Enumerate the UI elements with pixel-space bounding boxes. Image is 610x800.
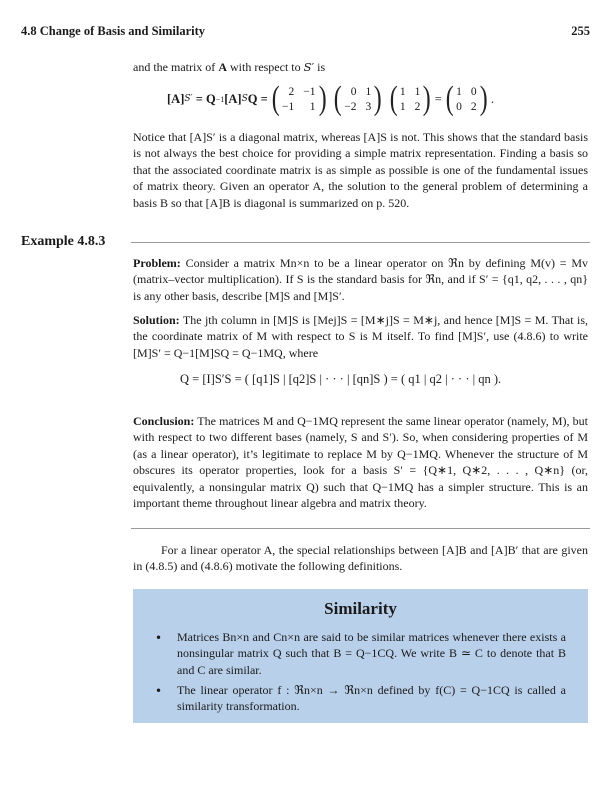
intro-line: and the matrix of A with respect to S′ is (133, 60, 326, 74)
definition-similarity-transformation: The linear operator f : ℜn×n → ℜn×n defined by f(C) = Q−1CQ is called a similarity transformation. (177, 683, 566, 714)
solution-paragraph: Solution: The jth column in [M]S is [Mej]S = [M∗j]S = M∗j, and hence [M]S = M. That is, the coordinate matrix of M with respect to S is M itself. To find [M]S′, use (4.8.6) to write [M]S′ = Q−1[M]SQ = Q−1MQ, where (133, 313, 588, 360)
equation-change-of-basis: Q = [I]S′S = ( [q1]S | [q2]S | · · · | [qn]S ) = ( q1 | q2 | · · · | qn ). (180, 372, 502, 386)
equation-similar-matrix: [A] S′ = Q −1 [A] S Q = ( 2 −1 −1 1 ) ( 0 1 −2 3 ) ( 1 1 1 2 ) = ( 1 0 0 2 ) . (167, 80, 495, 117)
bullet-icon: • (155, 684, 163, 698)
page-number: 255 (571, 24, 590, 38)
matrix-2: ( 0 1 −2 3 ) (333, 80, 382, 117)
matrix-1: ( 2 −1 −1 1 ) (271, 80, 327, 117)
running-header (21, 24, 590, 40)
paragraph-motivation: For a linear operator A, the special relationships between [A]B and [A]B′ that are given in (4.8.5) and (4.8.6) motivate the following definitions. (133, 543, 588, 574)
example-label: Example 4.8.3 (21, 234, 106, 249)
definition-similar-matrices: Matrices Bn×n and Cn×n are said to be similar matrices whenever there exists a nonsingular matrix Q such that B = Q−1CQ. We write B ≃ C to denote that B and C are similar. (177, 630, 566, 677)
conclusion-paragraph: Conclusion: The matrices M and Q−1MQ represent the same linear operator (namely, M), but with respect to two different bases (namely, S and S′). So, when considering properties of M (as a linear operator), it’s legitimate to replace M by Q−1MQ. Whenever the structure of M obscures its operator properties, look for a basis S′ = {Q∗1, Q∗2, . . . , Q∗n} (or, equivalently, a nonsingular matrix Q) such that Q−1MQ has a simpler structure. This is an important theme throughout linear algebra and matrix theory. (133, 414, 588, 511)
example-bottom-rule (131, 528, 590, 529)
similarity-definition-box (133, 589, 588, 723)
section-title: 4.8 Change of Basis and Similarity (21, 24, 206, 38)
paragraph-diagonal-note: Notice that [A]S′ is a diagonal matrix, whereas [A]S is not. This shows that the standard basis is not always the best choice for providing a simple matrix representation. Finding a basis so that the associated coordinate matrix is as simple as possible is one of the fundamental issues of matrix theory. Given an operator A, the solution to the general problem of determining a basis B so that [A]B is diagonal is summarized on p. 520. (133, 130, 588, 210)
matrix-3: ( 1 1 1 2 ) (389, 80, 431, 117)
example-top-rule (131, 242, 590, 243)
matrix-diagonal: ( 1 0 0 2 ) (445, 80, 488, 117)
box-title: Similarity (324, 599, 397, 618)
problem-paragraph: Problem: Consider a matrix Mn×n to be a linear operator on ℜn by defining M(v) = Mv (matrix–vector multiplication). If S is the standard basis for ℜn, and if S′ = {q1, q2, . . . , qn} is any other basis, describe [M]S and [M]S′. (133, 256, 588, 303)
bullet-icon: • (155, 631, 163, 645)
